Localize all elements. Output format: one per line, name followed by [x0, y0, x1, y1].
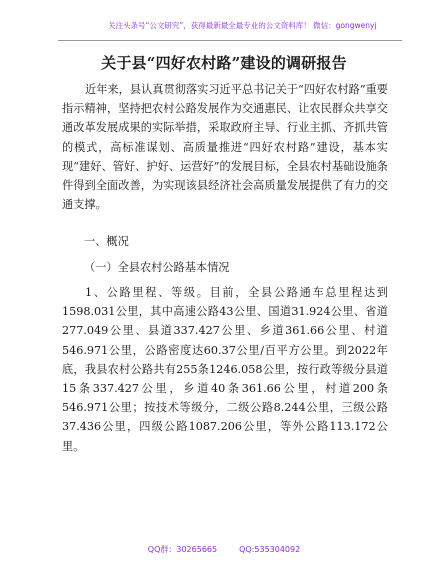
road-mileage-paragraph: 1、公路里程、等级。目前，全县公路通车总里程达到1598.031公里，其中高速公路43公里、国道31.924公里、省道277.049公里、县道337.427公里、乡道361.66公里、村道546.971公里，公路密度达60.37公里/百平方公里。到2022年底，我县农村公路共有255条1246.058公里，按行政等级分县道15条337.427公里，乡道40条361.66公里，村道200条546.971公里；按技术等级分，二级公路8.244公里，三级公路37.436公里，四级公路1087.206公里，等外公路113.172公里。 — [62, 286, 388, 453]
document-title: 关于县“四好农村路”建设的调研报告 — [101, 54, 347, 72]
header-banner: 关注头条号“公文研究”，获得最新最全最专业的公文资料库！ 微信：gongwenyj — [108, 21, 377, 30]
footer-qq-group: QQ群：30265665 — [147, 545, 218, 554]
footer-qq: QQ:535304092 — [239, 545, 301, 554]
subsection-heading: （一）全县农村公路基本情况 — [84, 261, 230, 274]
header-divider — [58, 40, 402, 41]
footer — [0, 544, 448, 555]
section-heading: 一、概况 — [84, 235, 129, 248]
intro-paragraph: 近年来，县认真贯彻落实习近平总书记关于“四好农村路”重要指示精神，坚持把农村公路发展作为交通惠民、让农民群众共享交通改革发展成果的实际举措，采取政府主导、行业主抓、齐抓共管的模式，高标准谋划、高质量推进“四好农村路”建设，基本实现“建好、管好、护好、运营好”的发展目标，全县农村基础设施条件得到全面改善，为实现该县经济社会高质量发展提供了有力的交通支撑。 — [62, 83, 388, 212]
